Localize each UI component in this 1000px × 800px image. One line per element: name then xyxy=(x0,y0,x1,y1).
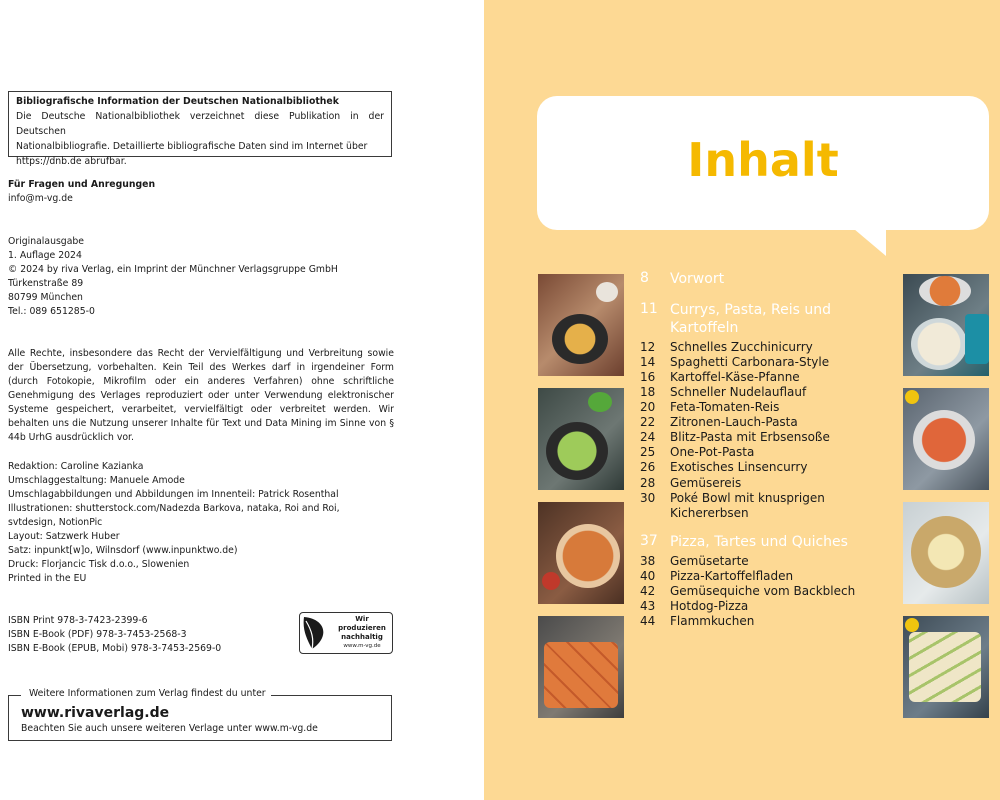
biblio-title: Bibliografische Information der Deutschen Nationalbibliothek xyxy=(16,96,339,107)
credit-line: svtdesign, NotionPic xyxy=(8,517,103,528)
credits-block xyxy=(8,460,340,586)
edition-line: Originalausgabe xyxy=(8,236,85,247)
toc-entry[interactable]: Kartoffel-Käse-Pfanne xyxy=(670,370,800,384)
toc-section-number: 37 xyxy=(640,533,658,549)
food-photo-pasta-bowls xyxy=(903,274,989,376)
publisher-url[interactable]: www.rivaverlag.de xyxy=(21,705,170,721)
toc-entry[interactable]: Exotisches Linsencurry xyxy=(670,460,808,474)
info-more: Beachten Sie auch unsere weiteren Verlage unter www.m-vg.de xyxy=(21,723,318,734)
food-photo-pasta-green xyxy=(538,388,624,490)
toc-page-number: 43 xyxy=(640,599,656,613)
edition-line: Türkenstraße 89 xyxy=(8,278,84,289)
contact-email[interactable]: info@m-vg.de xyxy=(8,193,73,204)
toc-entry[interactable]: Gemüsequiche vom Backblech xyxy=(670,584,856,598)
toc-entry[interactable]: Feta-Tomaten-Reis xyxy=(670,400,780,414)
speech-bubble-tail xyxy=(854,229,886,256)
toc-page-number: 25 xyxy=(640,445,656,459)
toc-page-number: 20 xyxy=(640,400,656,414)
toc-entry[interactable]: Gemüsereis xyxy=(670,476,742,490)
credit-line: Redaktion: Caroline Kazianka xyxy=(8,461,144,472)
credit-line: Umschlaggestaltung: Manuele Amode xyxy=(8,475,185,486)
credit-line: Printed in the EU xyxy=(8,573,87,584)
box-border xyxy=(271,695,391,696)
credit-line: Umschlagabbildungen und Abbildungen im Innenteil: Patrick Rosenthal xyxy=(8,489,339,500)
isbn-line: ISBN E-Book (EPUB, Mobi) 978-3-7453-2569-0 xyxy=(8,643,222,654)
toc-entry[interactable]: Spaghetti Carbonara-Style xyxy=(670,355,830,369)
contact-title: Für Fragen und Anregungen xyxy=(8,179,156,190)
page-title: Inhalt xyxy=(687,133,839,187)
toc-page-number: 26 xyxy=(640,460,656,474)
food-photo-pizza-slices xyxy=(538,616,624,718)
toc-page-number: 12 xyxy=(640,340,656,354)
badge-line: nachhaltig xyxy=(341,633,383,641)
biblio-line: https://dnb.de abrufbar. xyxy=(16,156,127,167)
food-photo-flammkuchen xyxy=(903,616,989,718)
isbn-line: ISBN E-Book (PDF) 978-3-7453-2568-3 xyxy=(8,629,187,640)
badge-url: www.m-vg.de xyxy=(343,643,381,649)
food-photo-bread xyxy=(903,502,989,604)
toc-page-number: 44 xyxy=(640,614,656,628)
edition-block xyxy=(8,235,338,319)
edition-line: © 2024 by riva Verlag, ein Imprint der Münchner Verlagsgruppe GmbH xyxy=(8,264,338,275)
toc-entry[interactable]: Schnelles Zucchinicurry xyxy=(670,340,813,354)
toc-section-title[interactable]: Currys, Pasta, Reis und Kartoffeln xyxy=(670,302,832,336)
badge-line: Wir produzieren xyxy=(338,615,386,632)
food-photo-curry xyxy=(538,274,624,376)
toc-page-number: 14 xyxy=(640,355,656,369)
toc-section-title[interactable]: Pizza, Tartes und Quiches xyxy=(670,534,848,550)
contact-block xyxy=(8,178,155,206)
publisher-info-box xyxy=(8,688,392,741)
toc-page-number: 24 xyxy=(640,430,656,444)
food-photo-penne xyxy=(903,388,989,490)
toc-entry[interactable]: Hotdog-Pizza xyxy=(670,599,749,613)
toc-page-number: 42 xyxy=(640,584,656,598)
food-photo-tarte xyxy=(538,502,624,604)
edition-line: 1. Auflage 2024 xyxy=(8,250,82,261)
sustainability-badge xyxy=(299,612,393,654)
isbn-line: ISBN Print 978-3-7423-2399-6 xyxy=(8,615,148,626)
toc-page-number: 16 xyxy=(640,370,656,384)
biblio-line: Nationalbibliografie. Detaillierte bibliografische Daten sind im Internet über xyxy=(16,141,368,152)
toc-page-number: 18 xyxy=(640,385,656,399)
toc-entry[interactable]: Flammkuchen xyxy=(670,614,755,628)
credit-line: Layout: Satzwerk Huber xyxy=(8,531,120,542)
toc-entry[interactable]: Poké Bowl mit knusprigen Kichererbsen xyxy=(670,491,825,520)
biblio-info-box xyxy=(8,91,392,167)
toc-section-title[interactable]: Vorwort xyxy=(670,271,725,287)
credit-line: Illustrationen: shutterstock.com/Nadezda Barkova, nataka, Roi and Roi, xyxy=(8,503,340,514)
leaf-icon xyxy=(300,613,332,653)
isbn-block xyxy=(8,614,221,656)
info-lead: Weitere Informationen zum Verlag findest du unter xyxy=(29,688,266,699)
toc-page-number: 28 xyxy=(640,476,656,490)
edition-line: 80799 München xyxy=(8,292,83,303)
badge-text xyxy=(332,615,392,651)
toc-entry[interactable]: Blitz-Pasta mit Erbsensoße xyxy=(670,430,830,444)
toc-page-number: 30 xyxy=(640,491,656,505)
toc-section-number: 8 xyxy=(640,270,649,286)
biblio-line: Die Deutsche Nationalbibliothek verzeichnet diese Publikation in der Deutschen xyxy=(16,111,384,137)
toc-page-number: 22 xyxy=(640,415,656,429)
edition-line: Tel.: 089 651285-0 xyxy=(8,306,95,317)
toc-entry[interactable]: Schneller Nudelauflauf xyxy=(670,385,807,399)
toc-entry[interactable]: Gemüsetarte xyxy=(670,554,749,568)
toc-page-number: 40 xyxy=(640,569,656,583)
toc-entry[interactable]: Pizza-Kartoffelfladen xyxy=(670,569,794,583)
credit-line: Druck: Florjancic Tisk d.o.o., Slowenien xyxy=(8,559,190,570)
imprint-page xyxy=(0,0,484,800)
toc-entry[interactable]: Zitronen-Lauch-Pasta xyxy=(670,415,798,429)
toc-entry[interactable]: One-Pot-Pasta xyxy=(670,445,755,459)
rights-paragraph: Alle Rechte, insbesondere das Recht der Vervielfältigung und Verbreitung sowie der Übersetzung, vorbehalten. Kein Teil des Werkes darf in irgendeiner Form (durch Fotokopie, Mikrofilm oder ein anderes Verfahren) ohne schriftliche Genehmigung des Verlages reproduziert oder unter Verwendung elektronischer Systeme gespeichert, verarbeitet, vervielfältigt oder verbreitet werden. Wir behalten uns die Nutzung unserer Inhalte für Text und Data Mining im Sinne von § 44b UrhG ausdrücklich vor. xyxy=(8,348,394,443)
box-border xyxy=(9,695,21,696)
credit-line: Satz: inpunkt[w]o, Wilnsdorf (www.inpunktwo.de) xyxy=(8,545,238,556)
toc-section-number: 11 xyxy=(640,301,658,317)
toc-page-number: 38 xyxy=(640,554,656,568)
